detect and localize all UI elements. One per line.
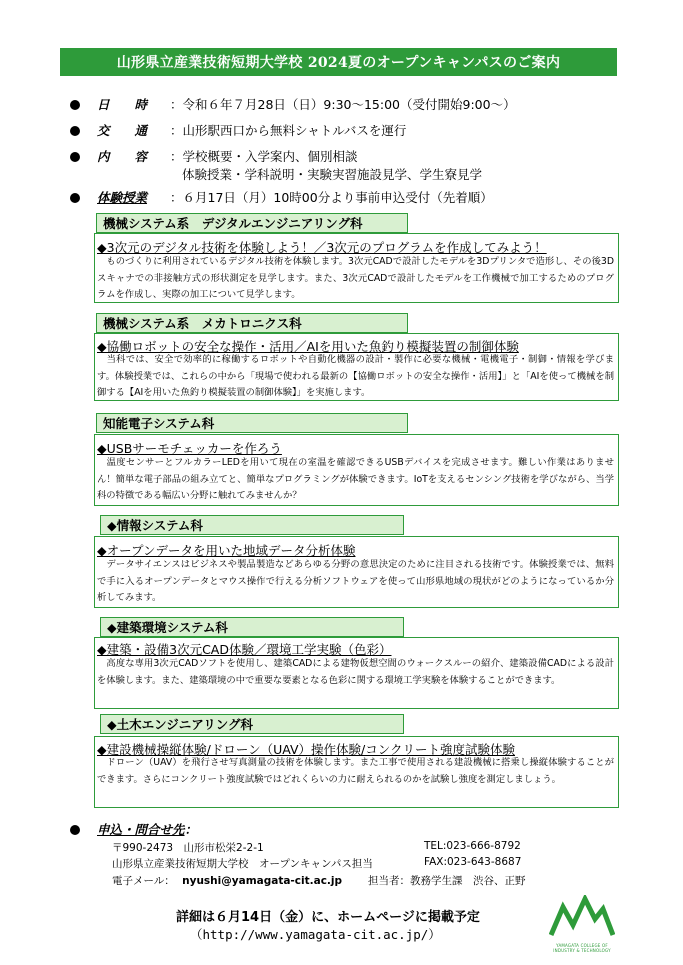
contact-org: 山形県立産業技術短期大学校 オープンキャンパス担当 (112, 858, 373, 870)
section-mechatronics (94, 333, 619, 401)
section-body: ドローン（UAV）を飛行させ写真測量の技術を体験します。また工事で使用される建設機械に搭乗し操縦体験することができます。さらにコンクリート強度試験ではどれくらいの力に耐えられるのかを試験し強度を測定しましょう。 (97, 757, 614, 785)
footer-notice: 詳細は６月14日（金）に、ホームページに掲載予定 (176, 910, 480, 925)
info-value-content: ：学校概要・入学案内、個別相談 (170, 149, 358, 164)
section-title: ◆3次元のデジタル技術を体験しよう！／3次元のプログラムを作成してみよう！ (97, 240, 547, 255)
tab-mechatronics: 機械システム系 メカトロニクス科 (96, 313, 408, 333)
contact-person: 担当者：教務学生課 渋谷、正野 (368, 875, 526, 887)
bullet-icon (70, 126, 80, 136)
contact-email-row (112, 873, 342, 888)
info-row-transport (70, 121, 630, 141)
section-title: ◆USBサーモチェッカーを作ろう (97, 441, 282, 456)
info-label-content: 内 容 (97, 149, 148, 164)
tab-information: ◆情報システム科 (100, 515, 404, 535)
tab-architecture: ◆建築環境システム科 (100, 617, 404, 637)
section-title: ◆建設機械操縦体験/ドローン（UAV）操作体験/コンクリート強度試験体験 (97, 742, 515, 757)
section-title: ◆建築・設備3次元CAD体験／環境工学実験（色彩） (97, 642, 392, 657)
info-label-transport: 交 通 (97, 123, 148, 138)
tab-digital-engineering: 機械システム系 デジタルエンジニアリング科 (96, 213, 408, 233)
contact-email-label: 電子メール： (112, 875, 175, 887)
info-value-transport: ：山形駅西口から無料シャトルバスを運行 (170, 123, 407, 138)
info-row-content (70, 147, 630, 187)
tab-civil-engineering: ◆土木エンジニアリング科 (100, 714, 404, 734)
contact-label-text: 申込・問合せ先 (97, 822, 185, 837)
tab-electronics: 知能電子システム科 (96, 413, 408, 433)
contact-email-link[interactable]: nyushi@yamagata-cit.ac.jp (182, 875, 343, 887)
info-value-trial: ：６月17日（月）10時00分より事前申込受付（先着順） (170, 190, 493, 205)
info-value-datetime: ：令和６年７月28日（日）9:30～15:00（受付開始9:00～） (170, 97, 516, 112)
logo-text: YAMAGATA COLLEGE OF INDUSTRY & TECHNOLOGY (553, 943, 611, 953)
info-label-trial: 体験授業 (97, 190, 148, 205)
info-value-content-2: 体験授業・学科説明・実験実習施設見学、学生寮見学 (182, 167, 483, 182)
section-body: データサイエンスはビジネスや製品製造などあらゆる分野の意思決定のために注目される技術です。体験授業では、無料で手に入るオープンデータとマウス操作で行える分析ソフトウェアを使って山形県地域の現状がどのようになっているか分析してみます。 (97, 559, 614, 603)
footer-url-link[interactable]: （http://www.yamagata-cit.ac.jp/） (190, 927, 441, 942)
section-civil-engineering (94, 736, 619, 808)
section-title: ◆オープンデータを用いた地域データ分析体験 (97, 543, 356, 558)
section-electronics (94, 434, 619, 506)
section-title: ◆協働ロボットの安全な操作・活用／AIを用いた魚釣り模擬装置の制御体験 (97, 339, 519, 354)
page-title-banner: 山形県立産業技術短期大学校 2024夏のオープンキャンパスのご案内 (60, 48, 617, 76)
bullet-icon (70, 100, 80, 110)
contact-postal: 〒990-2473 山形市松栄2-2-1 (112, 842, 264, 854)
info-row-trial (70, 188, 630, 208)
bullet-icon (70, 152, 80, 162)
contact-label-colon: ： (184, 822, 198, 837)
college-logo (549, 895, 615, 955)
contact-tel: TEL:023-666-8792 (424, 840, 521, 852)
contact-fax: FAX:023-643-8687 (424, 856, 522, 868)
section-information (94, 536, 619, 608)
bullet-icon (70, 825, 80, 835)
section-digital-engineering (94, 233, 619, 303)
mountain-logo-icon (549, 895, 615, 939)
section-body: 高度な専用3次元CADソフトを使用し、建築CADによる建物仮想空間のウォークスルーの紹介、建築設備CADによる設計を体験します。また、建築環境の中で重要な要素となる色彩に関する環境工学実験を体験することができます。 (97, 658, 614, 686)
bullet-icon (70, 193, 80, 203)
section-body: 当科では、安全で効率的に稼働するロボットや自動化機器の設計・製作に必要な機械・電機電子・制御・情報を学びます。体験授業では、これらの中から「現場で使われる最新の【協働ロボットの安全な操作・活用】」と「AIを使って機械を制御する【AIを用いた魚釣り模擬装置の制御体験】」を実施します。 (97, 354, 614, 398)
section-body: ものづくりに利用されているデジタル技術を体験します。3次元CADで設計したモデルを3Dプリンタで造形し、その後3Dスキャナでの非接触方式の形状測定を見学します。また、3次元CADで設計したモデルを工作機械で加工するためのプログラムを作成し、実際の加工について見学します。 (97, 256, 614, 300)
section-architecture (94, 637, 619, 709)
contact-heading (70, 820, 630, 840)
info-row-datetime (70, 95, 630, 115)
section-body: 温度センサーとフルカラーLEDを用いて現在の室温を確認できるUSBデバイスを完成させます。難しい作業はありません！簡単な電子部品の組み立てと、簡単なプログラミングが体験できます。IoTを支えるセンシング技術を学びながら、当学科の特徴である幅広い分野に触れてみませんか？ (97, 457, 614, 501)
contact-label (97, 820, 197, 839)
info-label-datetime: 日 時 (97, 97, 148, 112)
